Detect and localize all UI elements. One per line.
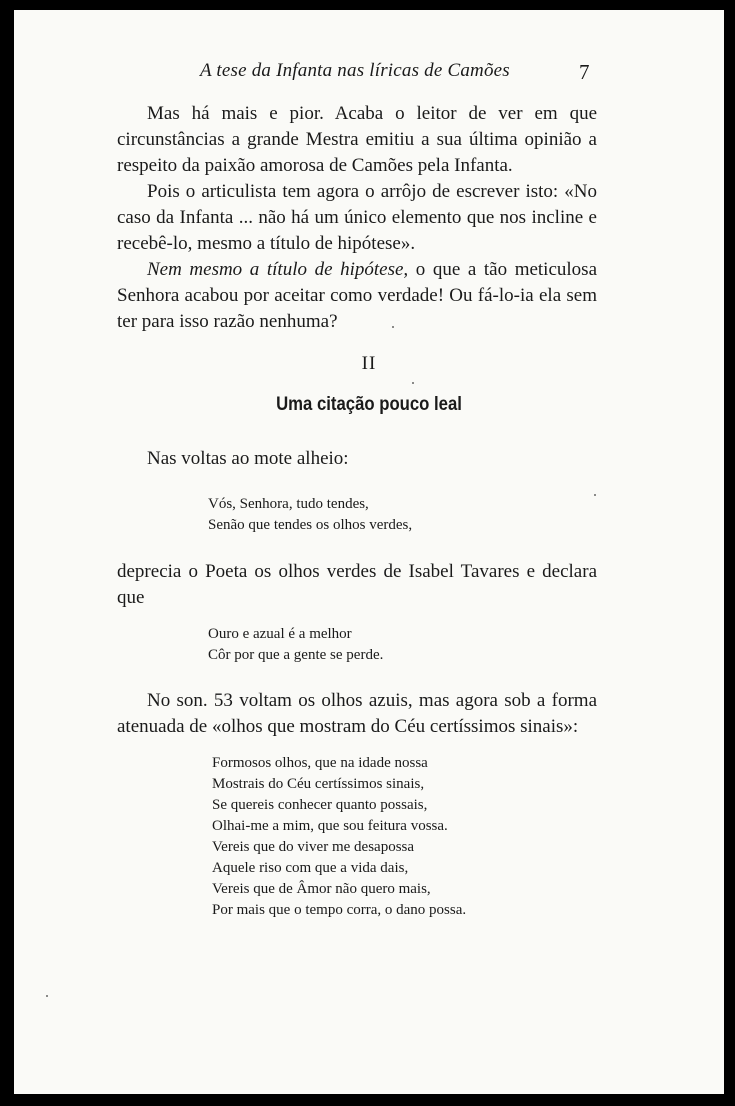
print-speck (46, 995, 48, 997)
running-title-end: nas líricas de Camões (332, 60, 510, 81)
page-number: 7 (579, 60, 590, 84)
paragraph-3 (117, 257, 597, 335)
paragraph-3-italic: Nem mesmo a título de hipótese, (147, 259, 409, 280)
sonnet-line: Vereis que de Âmor não quero mais, (212, 881, 431, 897)
running-title-start: A tese da (200, 60, 277, 81)
lead-in-block (117, 446, 597, 472)
sonnet-line: Vereis que do viver me desapossa (212, 839, 415, 855)
paragraph-3-rest: o que a tão meticulosa Senhora acabou por aceitar como verdade! Ou fá-lo-ia ela sem ter para isso razão nenhuma? (117, 259, 598, 332)
sonnet-quote (212, 753, 466, 921)
sonnet-line: Mostrais do Céu certíssimos sinais, (212, 776, 425, 792)
sonnet-line: Se quereis conhecer quanto possais, (212, 797, 428, 813)
running-title (200, 60, 510, 82)
print-speck (392, 326, 394, 328)
verse-line: Côr por que a gente se perde. (208, 647, 384, 663)
verse-quote-1 (208, 494, 412, 536)
verse-line: Ouro e azual é a melhor (208, 626, 352, 642)
book-page (14, 10, 724, 1094)
comment-2-paragraph: No son. 53 voltam os olhos azuis, mas agora sob a forma atenuada de «olhos que mostram do Céu certíssimos sinais»: (117, 690, 597, 737)
print-speck (594, 494, 596, 496)
sonnet-line: Por mais que o tempo corra, o dano possa. (212, 902, 467, 918)
sonnet-line: Aquele riso com que a vida dais, (212, 860, 409, 876)
verse-line: Vós, Senhora, tudo tendes, (208, 496, 369, 512)
verse-line: Senão que tendes os olhos verdes, (208, 517, 413, 533)
comment-1-paragraph: deprecia o Poeta os olhos verdes de Isabel Tavares e declara que (117, 561, 597, 608)
running-title-italic-word: Infanta (276, 60, 333, 81)
sonnet-line: Formosos olhos, que na idade nossa (212, 755, 428, 771)
intro-section (117, 101, 597, 335)
comment-1-block (117, 559, 597, 611)
page-header (14, 60, 724, 90)
paragraph-1: Mas há mais e pior. Acaba o leitor de ver em que circunstâncias a grande Mestra emitiu a sua última opinião a respeito da paixão amorosa de Camões pela Infanta. (117, 103, 597, 176)
lead-in-paragraph: Nas voltas ao mote alheio: (147, 448, 349, 469)
verse-quote-2 (208, 624, 383, 666)
sonnet-line: Olhai-me a mim, que sou feitura vossa. (212, 818, 448, 834)
section-number: II (361, 353, 377, 374)
print-speck (412, 382, 414, 384)
paragraph-2: Pois o articulista tem agora o arrôjo de escrever isto: «No caso da Infanta ... não há um único elemento que nos incline e recebê-lo, mesmo a título de hipótese». (117, 181, 597, 254)
comment-2-block (117, 688, 597, 740)
section-title: Uma citação pouco leal (276, 394, 462, 415)
